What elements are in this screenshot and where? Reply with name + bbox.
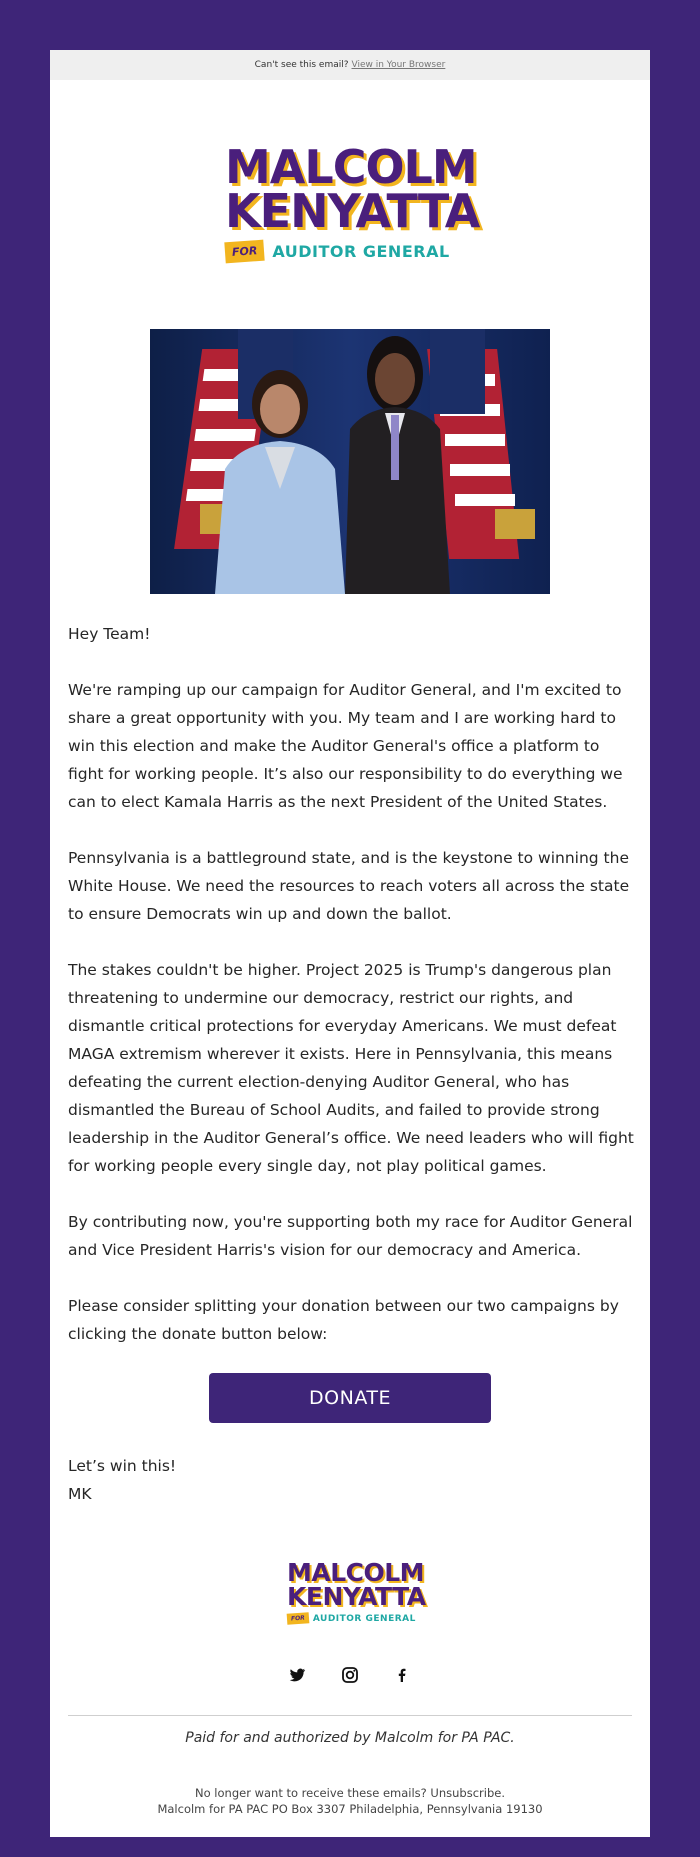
email-body [68, 620, 634, 1348]
footer-logo-for-tag: FOR [287, 1612, 310, 1624]
footer [50, 1785, 650, 1817]
logo-first-name: MALCOLM [225, 140, 477, 194]
greeting: Hey Team! [68, 625, 151, 643]
cant-see-text: Can't see this email? [254, 60, 349, 70]
closing-line: Let’s win this! [68, 1457, 177, 1475]
paragraph-3: The stakes couldn't be higher. Project 2025 is Trump's dangerous plan threatening to undermine our democracy, restrict our rights, and dismantle critical protections for everyday Americans. We must defeat MAGA extremism wherever it exists. Here in Pennsylvania, this means defeating the current election-denying Auditor General, who has dismantled the Bureau of School Audits, and failed to provide strong leadership in the Auditor General’s office. We need leaders who will fight for working people every single day, not play political games. [68, 961, 634, 1175]
hero-photo [150, 329, 550, 594]
paragraph-5: Please consider splitting your donation between our two campaigns by clicking the donate button below: [68, 1297, 619, 1343]
footer-logo-last-name: KENYATTA [287, 1582, 426, 1611]
paragraph-4: By contributing now, you're supporting both my race for Auditor General and Vice President Harris's vision for our democracy and America. [68, 1213, 633, 1259]
signature: MK [68, 1485, 92, 1503]
facebook-icon[interactable] [392, 1665, 412, 1685]
email-card [50, 50, 650, 1837]
twitter-icon[interactable] [287, 1665, 307, 1685]
paragraph-1: We're ramping up our campaign for Auditor General, and I'm excited to share a great opportunity with you. My team and I are working hard to win this election and make the Auditor General's office a platform to fight for working people. It’s also our responsibility to do everything we can to elect Kamala Harris as the next President of the United States. [68, 681, 623, 811]
view-in-browser-link[interactable]: View in Your Browser [351, 60, 446, 70]
unsubscribe-link[interactable]: Unsubscribe. [430, 1786, 505, 1800]
closing-block [68, 1452, 634, 1508]
logo-for-tag: FOR [224, 240, 265, 264]
view-in-browser-bar [50, 50, 650, 80]
footer-logo [287, 1558, 427, 1624]
donate-button[interactable]: DONATE [209, 1373, 491, 1423]
hero-photo-illustration [150, 329, 550, 594]
campaign-logo [225, 140, 485, 262]
footer-logo-office: AUDITOR GENERAL [312, 1613, 416, 1624]
footer-divider [68, 1715, 632, 1716]
mailing-address: Malcolm for PA PAC PO Box 3307 Philadelphia, Pennsylvania 19130 [157, 1802, 543, 1816]
instagram-icon[interactable] [340, 1665, 360, 1685]
paid-for-disclaimer: Paid for and authorized by Malcolm for PA PAC. [185, 1730, 515, 1746]
footer-logo-first-name: MALCOLM [287, 1558, 425, 1587]
logo-last-name: KENYATTA [225, 184, 480, 238]
paragraph-2: Pennsylvania is a battleground state, and is the keystone to winning the White House. We need the resources to reach voters all across the state to ensure Democrats win up and down the ballot. [68, 849, 630, 923]
unsubscribe-prompt: No longer want to receive these emails? [195, 1786, 427, 1800]
logo-office: AUDITOR GENERAL [272, 242, 450, 261]
